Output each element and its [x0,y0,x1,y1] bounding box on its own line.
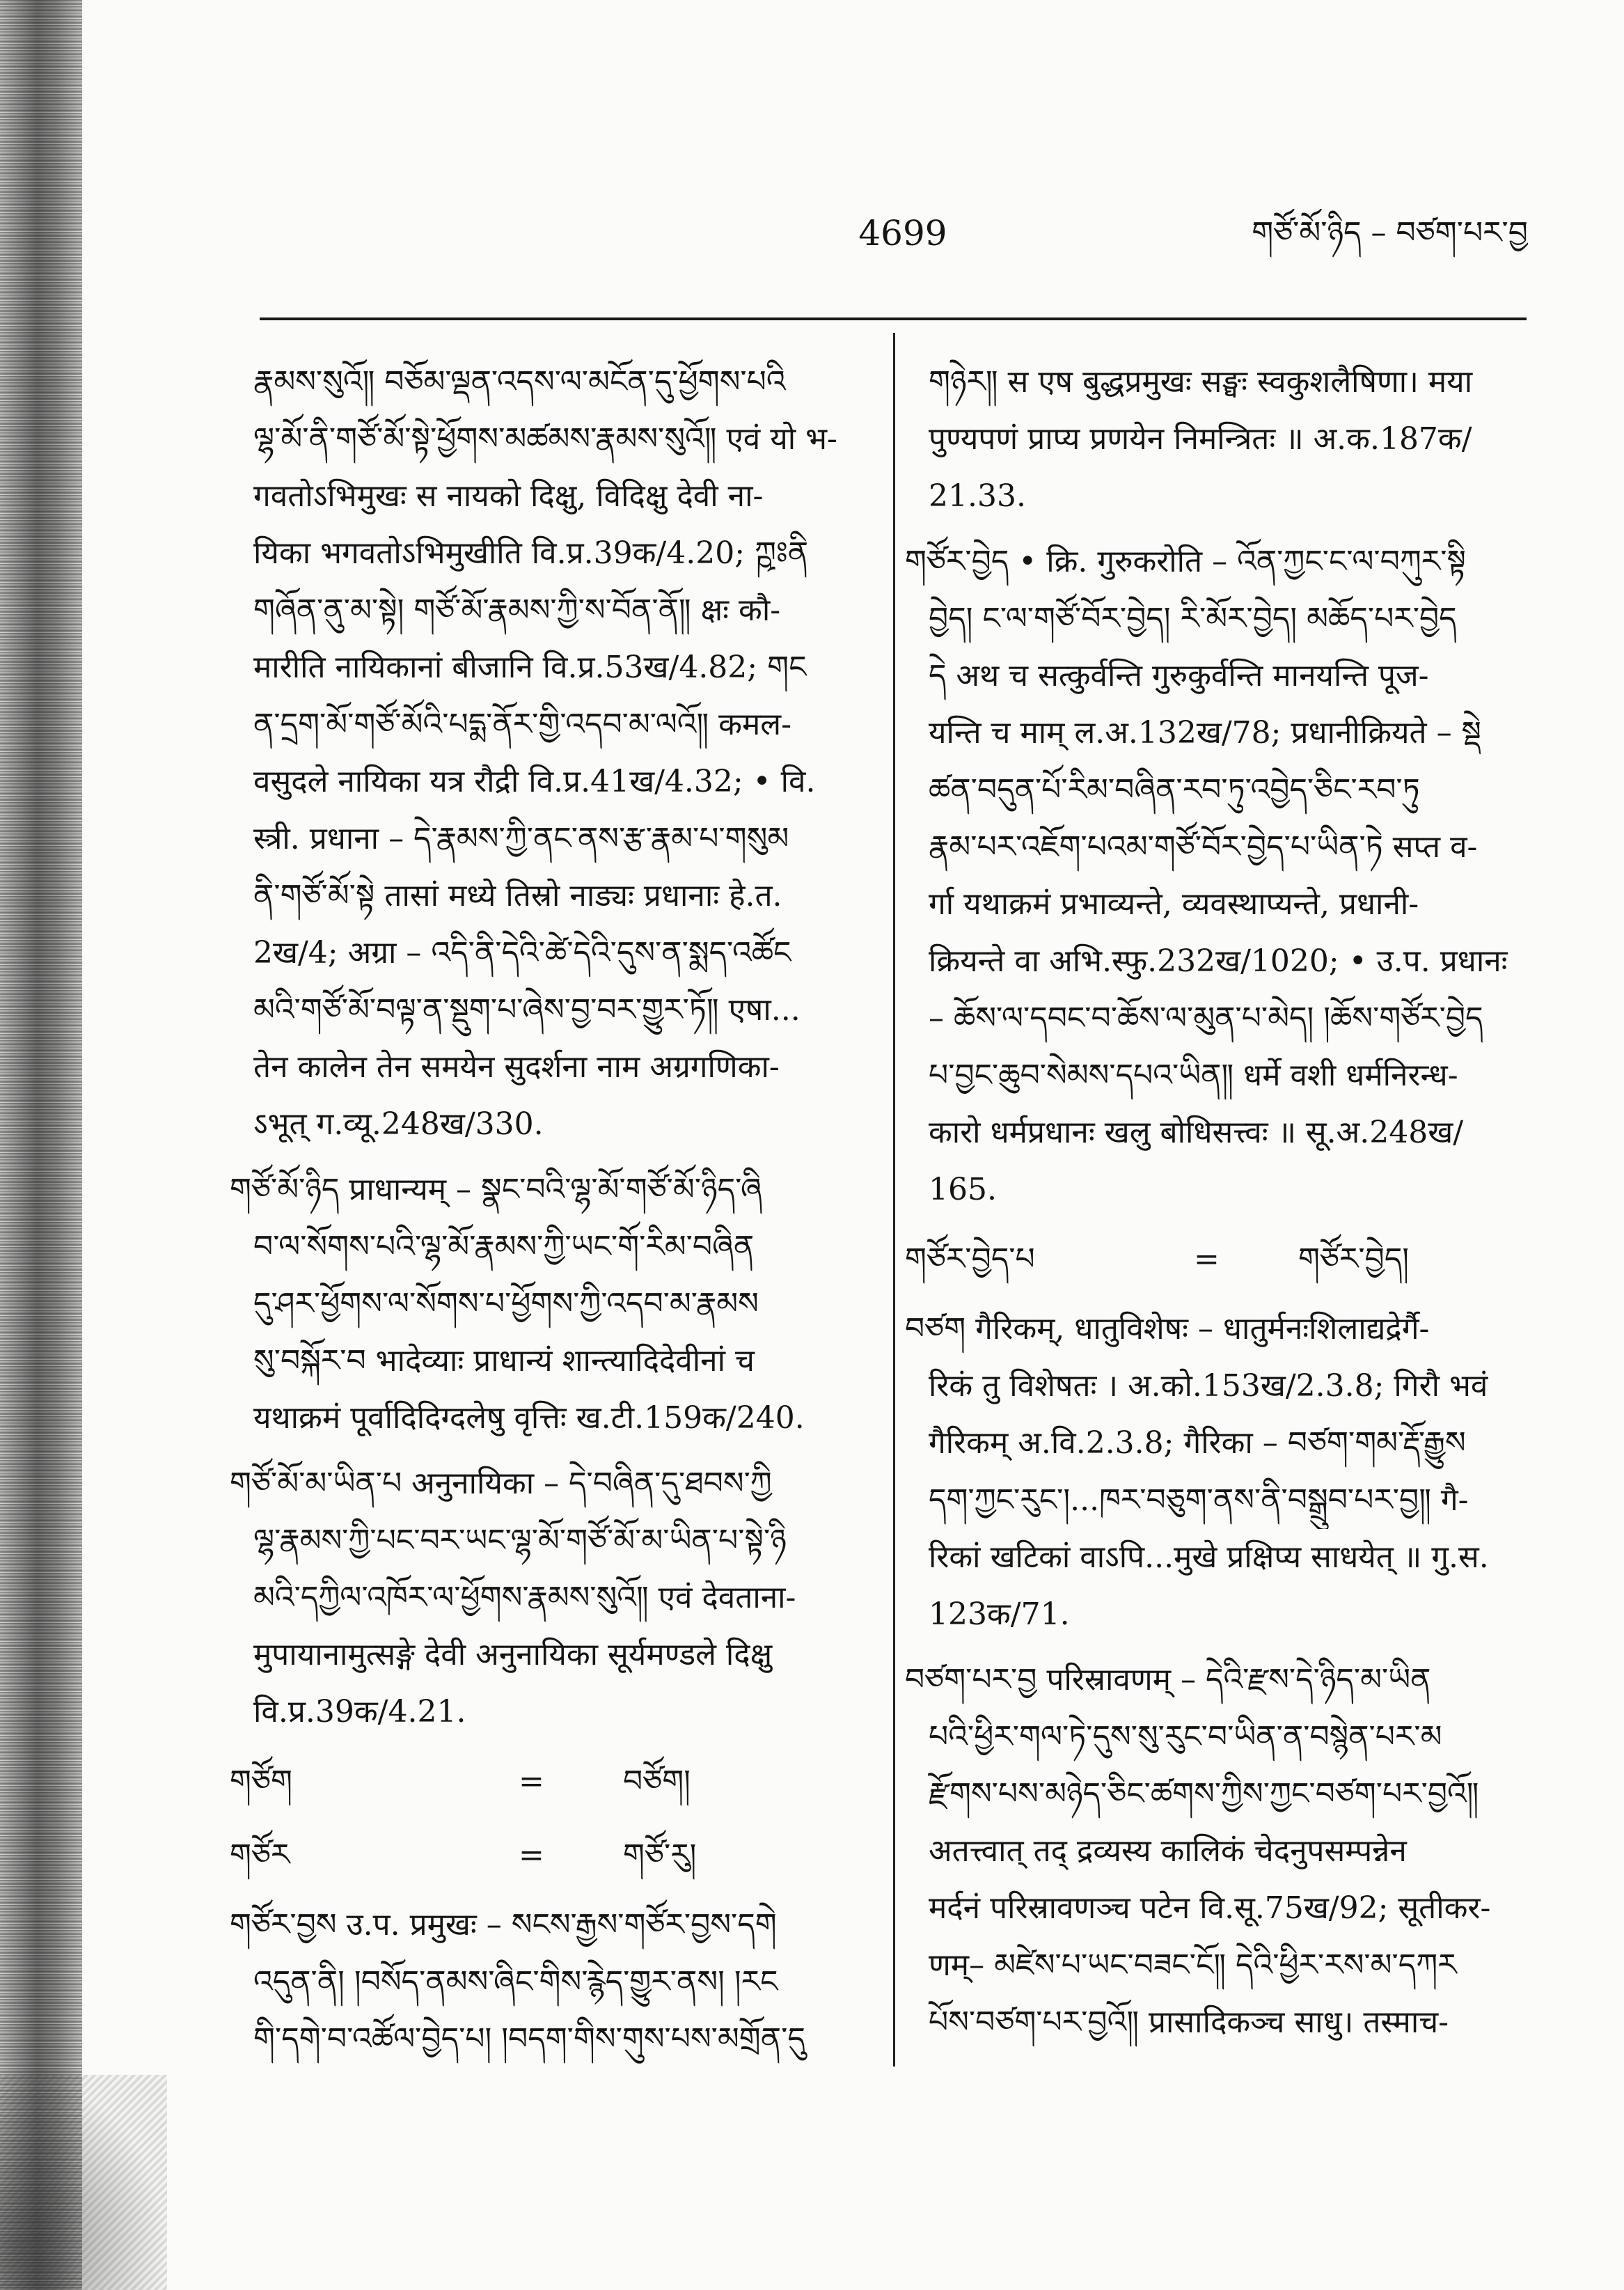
entry-line: གཞོན་ནུ་མ་སྟེ། གཙོ་མོ་རྣམས་ཀྱི་ས་བོན་ནོ༎ क्षः कौ- [253,593,781,628]
dictionary-entry [230,1161,881,1447]
entry-line: གཙོར་བྱེད • क्रि. गुरुकरोति – འོན་ཀྱང་ང་ལ་བཀུར་སྟི [905,544,1466,579]
cross-reference-sign: = [519,1764,544,1799]
entry-line: པའི་ཕྱིར་གལ་ཏེ་དུས་སུ་རུང་བ་ཡིན་ན་བསྙེན་པར་མ [929,1719,1442,1755]
entry-line: བྱེད། ང་ལ་གཙོ་བོར་བྱེད། རི་མོར་བྱེད། མཆོད་པར་བྱེད [929,601,1457,636]
entry-line: यिका भगवतोऽभिमुखीति वि.प्र.39क/4.20; ཀྵཿནི [253,535,809,571]
left-column [230,354,881,2068]
entry-line: अतत्त्वात् तद् द्रव्यस्य कालिकं चेदनुपसम्पन्नेन [929,1833,1407,1869]
right-column [905,354,1528,2051]
entry-line: ऽभूत् ग.व्यू.248ख/330. [253,1106,544,1142]
dictionary-entry [905,1652,1528,2051]
entry-line: 2ख/4; अग्रा – འདི་ནི་དེའི་ཚེ་དེའི་དུས་ན་སྨད་འཚོང [253,935,791,971]
cross-reference-term: གཙོར་བྱེད་པ [905,1241,1035,1277]
entry-line: 165. [929,1172,997,1207]
entry-line: 21.33. [929,478,1026,514]
dictionary-entry [230,1897,881,2068]
entry-line: यन्ति च माम् ल.अ.132ख/78; प्रधानीक्रियते – སྡེ [929,715,1481,751]
entry-line: ནི་གཙོ་མོ་སྟེ तासां मध्ये तिस्रो नाड्यः प्रधानाः हे.त. [253,878,782,913]
cross-reference-target: གཙོར་བྱེད། [1298,1241,1410,1277]
entry-line: བཙག गैरिकम्, धातुविशेषः – धातुर्मनःशिलाद्यद्रेर्गै- [905,1311,1430,1347]
entry-line: དུ་ཤར་ཕྱོགས་ལ་སོགས་པ་ཕྱོགས་ཀྱི་འདབ་མ་རྣམས [253,1286,759,1322]
entry-line: ན་དྲག་མོ་གཙོ་མོའི་པདྨ་ནོར་གྱི་འདབ་མ་ལའོ༎ कमल- [253,707,791,742]
entry-line: मर्दनं परिस्रावणञ्च पटेन वि.सू.75ख/92; सूतीकर- [929,1890,1491,1926]
cross-reference-target: བཙོག། [623,1764,691,1799]
entry-line: ལྷ་མོ་ནི་གཙོ་མོ་སྟེ་ཕྱོགས་མཚམས་རྣམས་སུའོ༎ एवं यो भ- [253,421,837,457]
entry-line: འདུན་ནི། །བསོད་ནམས་ཞིང་གིས་རྙེད་གྱུར་ནས། །རང [253,1964,778,2000]
entry-line: རྣམ་པར་འཇོག་པའམ་གཙོ་བོར་བྱེད་པ་ཡིན་ཏེ सप्त व- [929,829,1478,865]
entry-line: मारीति नायिकानां बीजानि वि.प्र.53ख/4.82; གང [253,650,807,685]
entry-line: कारो धर्मप्रधानः खलु बोधिसत्त्वः ॥ सू.अ.248ख/ [929,1115,1464,1150]
column-divider [893,333,895,2067]
entry-line: ལྷ་རྣམས་ཀྱི་པང་བར་ཡང་ལྷ་མོ་གཙོ་མོ་མ་ཡིན་པ་སྟེ་ཉི [253,1523,787,1558]
entry-line: རྣམས་སུའོ༎ བཅོམ་ལྡན་འདས་ལ་མངོན་དུ་ཕྱོགས་པའི [253,364,786,400]
entry-line: གཙོར་བྱས उ.प. प्रमुखः – སངས་རྒྱས་གཙོར་བྱས་དགེ [230,1907,777,1943]
entry-line: वि.प्र.39क/4.21. [253,1694,466,1730]
entry-line: གཉེར༎ स एष बुद्धप्रमुखः सङ्घः स्वकुशलैषिणा। मया [929,364,1473,400]
header-rule [260,317,1527,320]
entry-line: मुपायानामुत्सङ्गे देवी अनुनायिका सूर्यमण्डले दिक्षु [253,1637,773,1672]
entry-line: 123क/71. [929,1597,1070,1632]
entry-line: गैरिकम् अ.वि.2.3.8; गैरिका – བཙག་གམ་རྡོ་རྒྱུས [929,1425,1466,1461]
entry-line: रिकं तु विशेषतः । अ.को.153ख/2.3.8; गिरौ भवं [929,1368,1488,1404]
dictionary-entry [905,533,1528,1218]
entry-line: णम्– མཛེས་པ་ཡང་བཟང་ངོ༎ དེའི་ཕྱིར་རས་མ་དཀར [929,1947,1457,1983]
entry-line: མའི་གཙོ་མོ་བལྟ་ན་སྡུག་པ་ཞེས་བྱ་བར་གྱུར་ཏོ༎ एषा... [253,992,801,1028]
entry-line: བཙག་པར་བྱ परिस्रावणम् – དེའི་རྫས་དེ་ཉིད་མ་ཡིན [905,1662,1431,1697]
entry-line: यथाक्रमं पूर्वादिदिग्दलेषु वृत्तिः ख.टी.159क/240. [253,1400,805,1436]
cross-reference-sign: = [519,1837,544,1873]
scan-corner-shadow [0,2075,167,2290]
entry-line: – ཆོས་ལ་དབང་བ་ཆོས་ལ་མུན་པ་མེད། །ཆོས་གཙོར་བྱེད [929,1001,1483,1036]
entry-line: क्रियन्ते वा अभि.स्फु.232ख/1020; • उ.प. प्रधानः [929,943,1508,979]
entry-line: མའི་དཀྱིལ་འཁོར་ལ་ཕྱོགས་རྣམས་སུའོ༎ एवं देवताना- [253,1580,796,1615]
entry-line: གཙོ་མོ་མ་ཡིན་པ अनुनायिका – དེ་བཞིན་དུ་ཐབས་ཀྱི [230,1466,772,1501]
entry-line: रिकां खटिकां वाऽपि...मुखे प्रक्षिप्य साधयेत् ॥ गु.स. [929,1539,1489,1575]
entry-line: གི་དགེ་བ་འཚོལ་བྱེད་པ། །བདག་གིས་གུས་པས་མགྲོན་དུ [253,2021,805,2057]
entry-line: དེ अथ च सत्कुर्वन्ति गुरुकुर्वन्ति मानयन्ति पूज- [929,658,1429,693]
entry-line: གཙོ་མོ་ཉིད प्राधान्यम् – སྣང་བའི་ལྷ་མོ་གཙོ་མོ་ཉིད་ཞི [230,1172,762,1207]
entry-continued [230,354,881,1153]
entry-line: རྫོགས་པས་མཉེད་ཅིང་ཚགས་ཀྱིས་ཀྱང་བཙག་པར་བྱའོ༎ [929,1776,1479,1812]
cross-reference-sign: = [1194,1241,1220,1277]
entry-line: र्गा यथाक्रमं प्रभाव्यन्ते, व्यवस्थाप्यन्ते, प्रधानी- [929,886,1419,922]
entry-line: སུ་བསྐོར་བ भादेव्याः प्राधान्यं शान्त्यादिदेवीनां च [253,1343,755,1379]
page-number: 4699 [858,213,947,253]
entry-line: स्त्री. प्रधाना – དེ་རྣམས་ཀྱི་ནང་ནས་རྩ་རྣམ་པ་གསུམ [253,821,789,856]
entry-continued [905,354,1528,525]
running-head: གཙོ་མོ་ཉིད – བཙག་པར་བྱ [1252,215,1528,251]
entry-line: ཚན་བདུན་པོ་རིམ་བཞིན་རབ་ཏུ་འབྱེད་ཅིང་རབ་ཏུ [929,772,1420,808]
entry-line: པ་བྱང་ཆུབ་སེམས་དཔའ་ཡིན༎ धर्मे वशी धर्मनिरन्ध- [929,1058,1458,1093]
entry-line: पुण्यपणं प्राप्य प्रणयेन निमन्त्रितः ॥ अ.क.187क/ [929,421,1472,457]
entry-line: वसुदले नायिका यत्र रौद्री वि.प्र.41ख/4.32; • वि. [253,764,816,799]
entry-line: तेन कालेन तेन समयेन सुदर्शना नाम अग्रगणिका- [253,1049,780,1085]
dictionary-entry [905,1301,1528,1643]
entry-line: गवतोऽभिमुखः स नायको दिक्षु, विदिक्षु देवी ना- [253,478,764,514]
cross-reference [230,1823,881,1888]
cross-reference-term: གཙོག [230,1764,292,1799]
entry-line: བ་ལ་སོགས་པའི་ལྷ་མོ་རྣམས་ཀྱི་ཡང་གོ་རིམ་བཞིན [253,1229,755,1264]
scan-edge-shadow [0,0,82,2290]
dictionary-entry [230,1455,881,1741]
entry-line: དག་ཀྱང་རུང་།...ཁར་བཅུག་ནས་ནི་བསྒྲུབ་པར་བྱ༎ गै- [929,1482,1469,1518]
entry-line: པོས་བཙག་པར་བྱའོ༎ प्रासादिकञ्च साधु। तस्माच- [929,2005,1449,2040]
cross-reference [905,1227,1528,1292]
cross-reference-target: གཙོ་རུ། [623,1837,697,1873]
cross-reference-term: གཙོར [230,1837,290,1873]
cross-reference [230,1749,881,1814]
